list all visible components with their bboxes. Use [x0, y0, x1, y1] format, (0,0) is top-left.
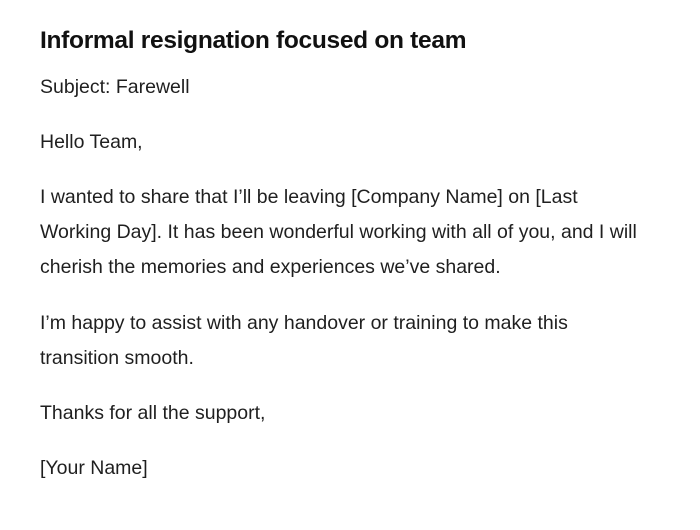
- signature-placeholder: [Your Name]: [40, 457, 148, 479]
- subject-line: Subject: Farewell: [40, 76, 190, 98]
- document-title: Informal resignation focused on team: [40, 27, 467, 54]
- body-paragraph-1: I wanted to share that I’ll be leaving [Company Name] on [Last Working Day]. It has been wonderful working with all of you, and I will cherish the memories and experiences we’ve shared.: [40, 186, 637, 278]
- body-paragraph-2: I’m happy to assist with any handover or training to make this transition smooth.: [40, 312, 568, 369]
- greeting: Hello Team,: [40, 131, 143, 153]
- closing-line: Thanks for all the support,: [40, 402, 266, 424]
